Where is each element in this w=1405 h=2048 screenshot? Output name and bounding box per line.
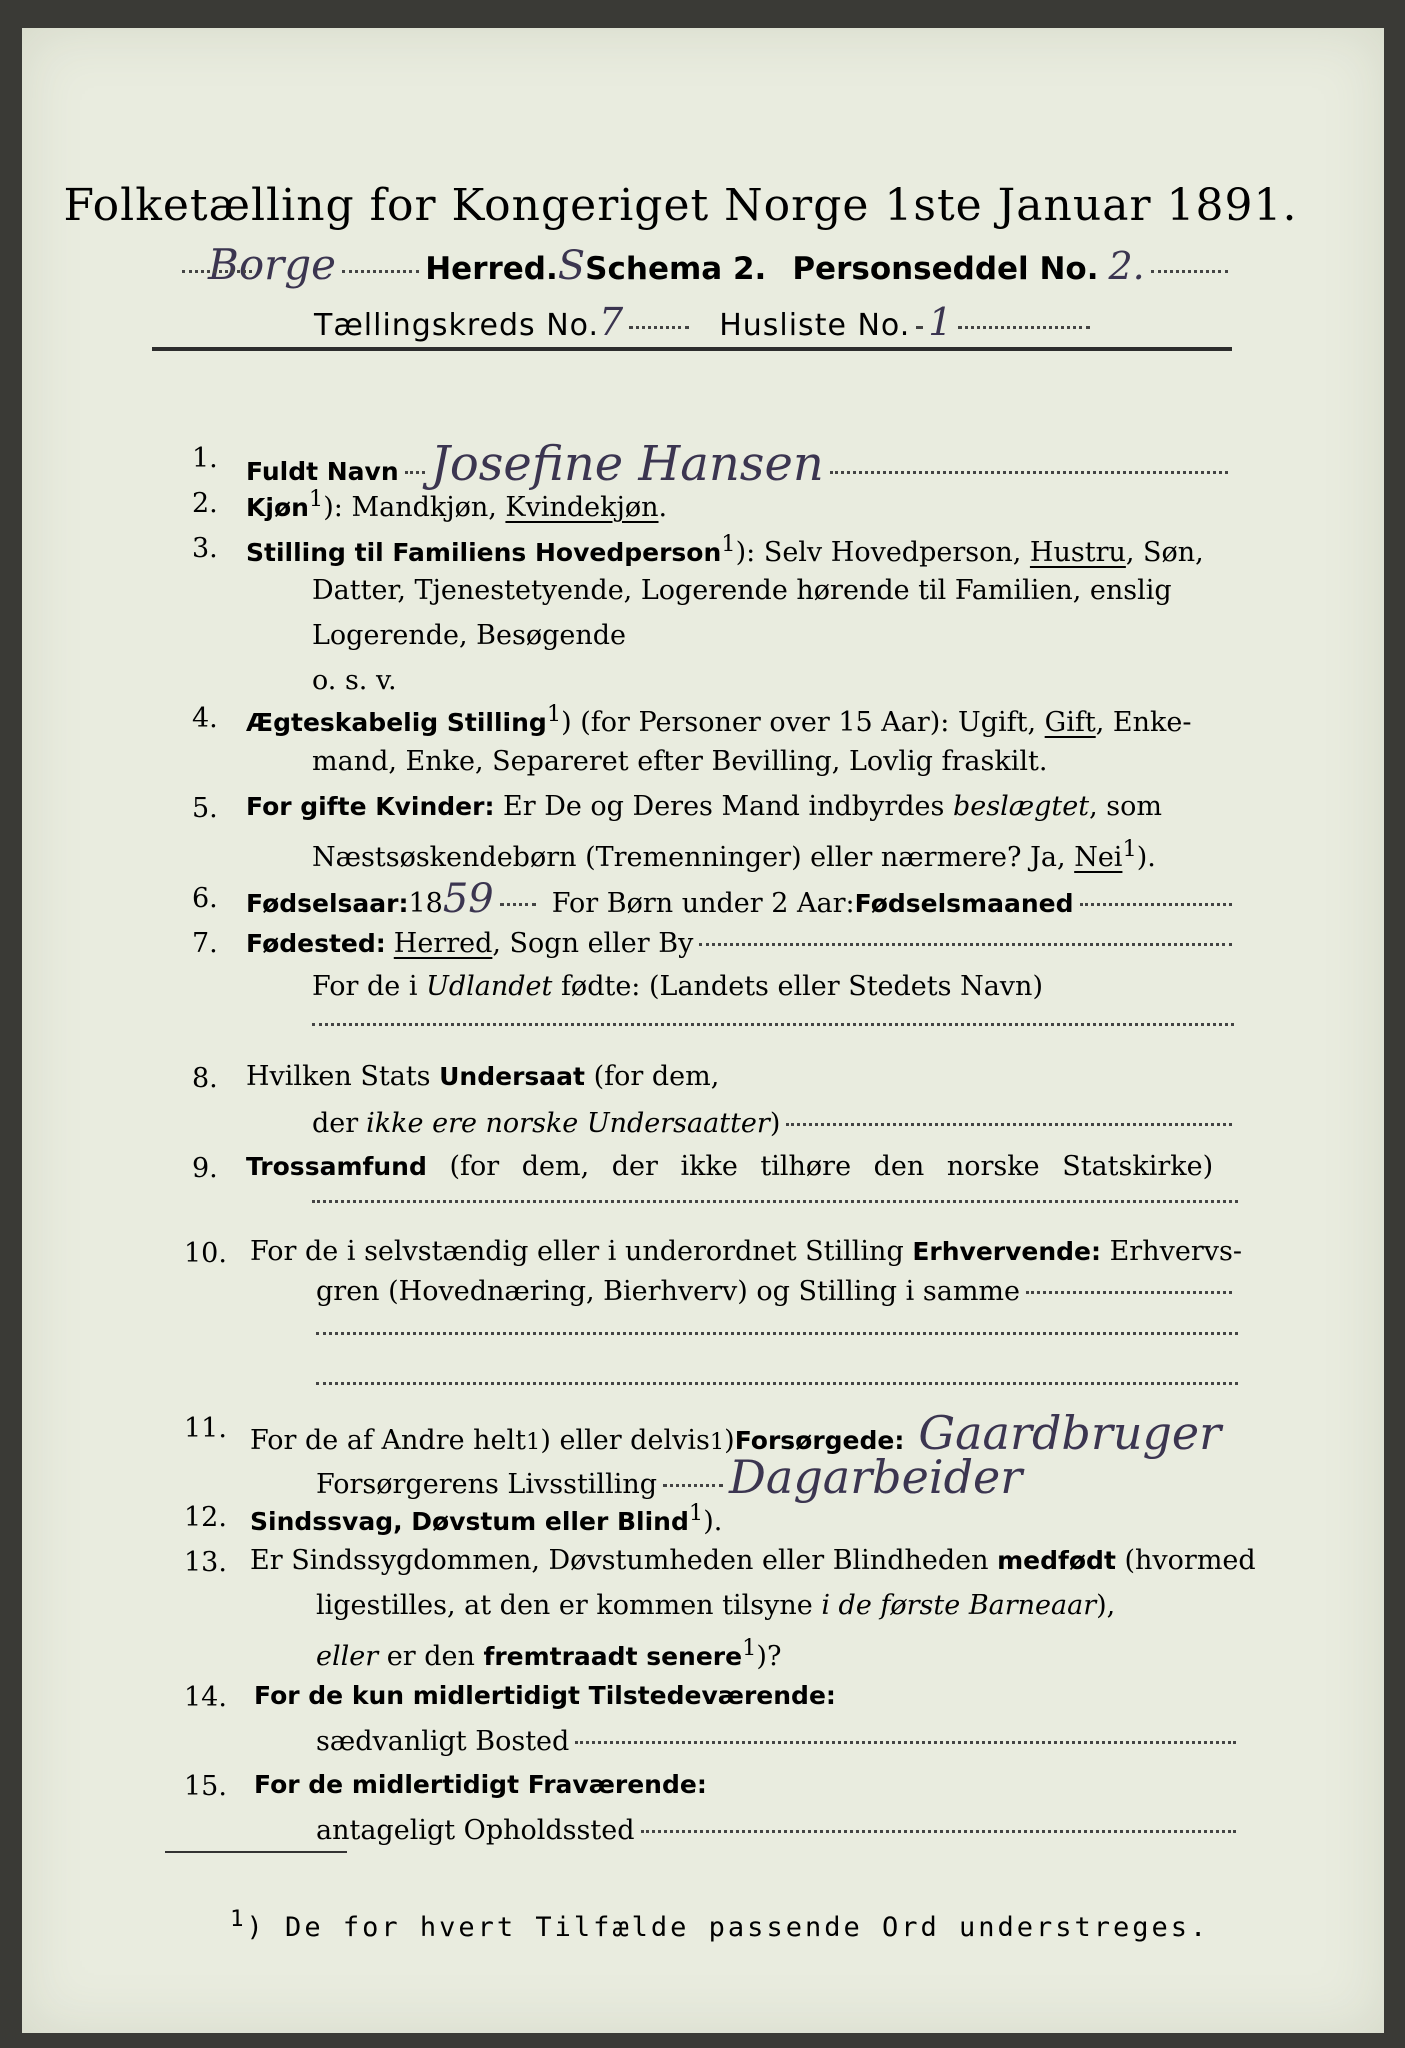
q15-row2 (316, 1815, 1242, 1846)
q2-end: . (658, 492, 668, 523)
footnote-rule (165, 1851, 347, 1853)
personseddel-label: Personseddel No. (792, 251, 1099, 287)
q7-line2 (312, 973, 1043, 1000)
dotted-line (575, 1741, 1236, 1744)
q5-line2 (312, 838, 1156, 871)
kreds-label: Tællingskreds No. (314, 308, 599, 343)
herred-row (176, 240, 1234, 289)
footnote-ref: 1 (709, 1429, 725, 1455)
q2-options: ): Mandkjøn, (323, 492, 506, 523)
personseddel-value: 2. (1108, 244, 1145, 288)
q10-number: 10. (184, 1238, 227, 1269)
dotted-line (958, 326, 1090, 329)
q4-number: 4. (192, 703, 218, 734)
q6-number: 6. (192, 883, 218, 914)
q13-line2-italic: i de første Barneaar (821, 1590, 1097, 1621)
q4-options-end: , Enke- (1095, 707, 1192, 738)
q3-line1 (246, 533, 1204, 566)
q7-label: Fødested: (246, 929, 386, 958)
q9-text: (for dem, der ikke tilhøre den norske Statskirke) (426, 1151, 1214, 1182)
header-rule (152, 347, 1232, 351)
q8-line2-italic: ikke ere norske Undersaatter (366, 1108, 770, 1139)
q5-end: ). (1136, 842, 1156, 873)
q8-line1 (246, 1063, 719, 1090)
q9-line1 (246, 1153, 1213, 1180)
q1-label: Fuldt Navn (246, 457, 399, 486)
dotted-line (663, 1484, 723, 1487)
q10-text-c: Erhvervs- (1101, 1236, 1242, 1267)
dotted-line (1026, 1291, 1232, 1294)
q11-line2: Forsørgerens Livsstilling (316, 1469, 658, 1500)
footnote-ref: 1 (526, 1429, 541, 1455)
q4-label: Ægteskabelig Stilling (246, 708, 547, 737)
footnote-mark: 1 (230, 1906, 247, 1932)
q7-row (246, 928, 1238, 959)
q7-options: , Sogn eller By (492, 928, 694, 959)
q10-text-a: For de i selvstændig eller i underordnet Stilling (250, 1236, 913, 1267)
dotted-line (1151, 270, 1228, 273)
q2-selected: Kvindekjøn (505, 492, 659, 523)
q12-number: 12. (184, 1502, 227, 1533)
q7-line2-a: For de i (312, 971, 427, 1002)
q13-line3-end: )? (756, 1641, 782, 1672)
q4-line2: mand, Enke, Separeret efter Bevilling, Lovlig fraskilt. (312, 746, 1048, 777)
q5-text-end: , som (1089, 791, 1162, 822)
q15-line1 (254, 1771, 707, 1798)
q11-text-c: ) (724, 1425, 735, 1456)
q12-label: Sindssvag, Døvstum eller Blind (250, 1507, 689, 1536)
dotted-line (500, 903, 536, 906)
q15-line2: antageligt Opholdssted (316, 1815, 635, 1846)
q15-label: For de midlertidigt Fraværende: (254, 1770, 707, 1799)
dotted-line (786, 1123, 1232, 1126)
footnote-ref: 1 (308, 486, 324, 512)
q3-options: ): Selv Hovedperson, (735, 537, 1030, 568)
q8-number: 8. (192, 1063, 218, 1094)
dotted-line (641, 1830, 1237, 1833)
q1-row (246, 436, 1234, 492)
footnote-ref: 1 (1122, 836, 1137, 862)
q11-number: 11. (184, 1413, 227, 1444)
q7-line2-italic: Udlandet (426, 971, 553, 1002)
q13-number: 13. (184, 1547, 227, 1578)
q3-label: Stilling til Familiens Hovedperson (246, 538, 722, 567)
q8-bold: Undersaat (439, 1062, 585, 1091)
q13-text-c: (hvormed (1115, 1545, 1256, 1576)
q5-text: Er De og Deres Mand indbyrdes (494, 791, 953, 822)
kreds-value: 7 (599, 300, 624, 344)
q9-answer-line (312, 1200, 1238, 1203)
q6-century: 18 (408, 888, 443, 919)
q11-answer2: Dagarbeider (729, 1450, 1023, 1504)
q2-number: 2. (192, 488, 218, 519)
footnote (230, 1906, 1209, 1943)
q12-end: ). (703, 1506, 723, 1537)
dotted-line (916, 326, 922, 329)
q11-text-a: For de af Andre helt (250, 1425, 527, 1456)
q2-text (246, 488, 667, 521)
q8-line2-b: ) (769, 1108, 781, 1139)
footnote-ref: 1 (546, 701, 562, 727)
q3-line2: Datter, Tjenestetyende, Logerende hørende til Familien, enslig (312, 575, 1172, 606)
q8-text-a: Hvilken Stats (246, 1061, 440, 1092)
q6-answer: 59 (442, 876, 494, 922)
dotted-line (342, 270, 419, 273)
q11-answer1: Gaardbruger (918, 1406, 1222, 1460)
form-title: Folketælling for Kongeriget Norge 1ste Januar 1891. (63, 180, 1298, 231)
q6-row (246, 876, 1238, 922)
q10-line1 (250, 1238, 1242, 1265)
q1-answer: Josefine Hansen (430, 436, 824, 492)
q13-bold: medfødt (997, 1546, 1116, 1575)
q12-line1 (250, 1502, 722, 1535)
q14-line2: sædvanligt Bosted (316, 1726, 570, 1757)
q3-options-end: , Søn, (1125, 537, 1204, 568)
q10-line2: gren (Hovednæring, Bierhverv) og Stilling i samme (316, 1276, 1021, 1307)
q9-label: Trossamfund (246, 1152, 427, 1181)
dotted-line (182, 270, 252, 273)
q5-question: Næstsøskendebørn (Tremenninger) eller nærmere? Ja, (312, 842, 1075, 873)
dotted-line (830, 471, 1228, 474)
q5-label: For gifte Kvinder: (246, 792, 495, 821)
q11-text-b: ) eller delvis (540, 1425, 710, 1456)
dotted-line (1080, 903, 1232, 906)
q13-line1 (250, 1547, 1256, 1574)
q14-number: 14. (184, 1682, 227, 1713)
footnote-ref: 1 (688, 1500, 704, 1526)
q10-answer-line-1 (316, 1332, 1238, 1335)
q6-bold: Fødselsmaaned (854, 889, 1074, 918)
herred-value: Borge (208, 240, 336, 289)
q13-line2-a: ligestilles, at den er kommen tilsyne (316, 1590, 822, 1621)
kreds-row (314, 300, 1096, 344)
q6-label: Fødselsaar: (246, 889, 409, 918)
q10-row2 (316, 1276, 1238, 1307)
herred-label: Herred. (425, 251, 558, 287)
q11-row2 (316, 1450, 1216, 1504)
q5-line1 (246, 793, 1162, 820)
q3-line3: Logerende, Besøgende (312, 620, 626, 651)
q4-selected: Gift (1044, 707, 1096, 738)
q10-answer-line-2 (316, 1382, 1238, 1385)
q8-text-c: (for dem, (584, 1061, 720, 1092)
q8-row2 (312, 1108, 1238, 1139)
q10-bold: Erhvervende: (912, 1237, 1102, 1266)
dotted-line (629, 326, 689, 329)
q4-options: ) (for Personer over 15 Aar): Ugift, (561, 707, 1045, 738)
schema-prefix: S (557, 243, 586, 289)
q15-number: 15. (184, 1771, 227, 1802)
q1-number: 1. (192, 443, 218, 474)
q13-line3-a: er den (378, 1641, 484, 1672)
q7-selected: Herred (393, 928, 493, 959)
q13-line2 (316, 1592, 1115, 1619)
q7-answer-line (312, 1023, 1234, 1026)
q14-line1 (254, 1682, 836, 1709)
q7-number: 7. (192, 928, 218, 959)
q11-bold: Forsørgede: (734, 1426, 905, 1455)
dotted-line (699, 943, 1232, 946)
schema-label: Schema 2. (585, 251, 767, 287)
husliste-value: 1 (928, 300, 953, 344)
q3-number: 3. (192, 533, 218, 564)
q5-selected: Nei (1074, 842, 1123, 873)
q14-row2 (316, 1726, 1242, 1757)
q3-line4: o. s. v. (312, 665, 397, 696)
footnote-text: ) De for hvert Tilfælde passende Ord understreges. (246, 1912, 1210, 1943)
q3-selected: Hustru (1029, 537, 1126, 568)
q8-line2-a: der (312, 1108, 359, 1139)
q6-text: For Børn under 2 Aar: (551, 888, 855, 919)
q13-text-a: Er Sindssygdommen, Døvstumheden eller Blindheden (250, 1545, 998, 1576)
q14-label: For de kun midlertidigt Tilstedeværende: (254, 1681, 836, 1710)
q7-line2-b: fødte: (Landets eller Stedets Navn) (552, 971, 1043, 1002)
q2-label: Kjøn (246, 493, 309, 522)
dotted-line (405, 471, 425, 474)
q13-line3-bold: fremtraadt senere (483, 1642, 743, 1671)
husliste-label: Husliste No. (719, 308, 911, 343)
q5-italic: beslægtet (952, 791, 1090, 822)
q4-line1 (246, 703, 1191, 736)
q13-line2-b: ), (1096, 1590, 1116, 1621)
footnote-ref: 1 (742, 1635, 757, 1661)
q9-number: 9. (192, 1153, 218, 1184)
q5-number: 5. (192, 793, 218, 824)
q13-line3-italic: eller (316, 1641, 379, 1672)
footnote-ref: 1 (721, 531, 736, 557)
q13-line3 (316, 1637, 781, 1670)
